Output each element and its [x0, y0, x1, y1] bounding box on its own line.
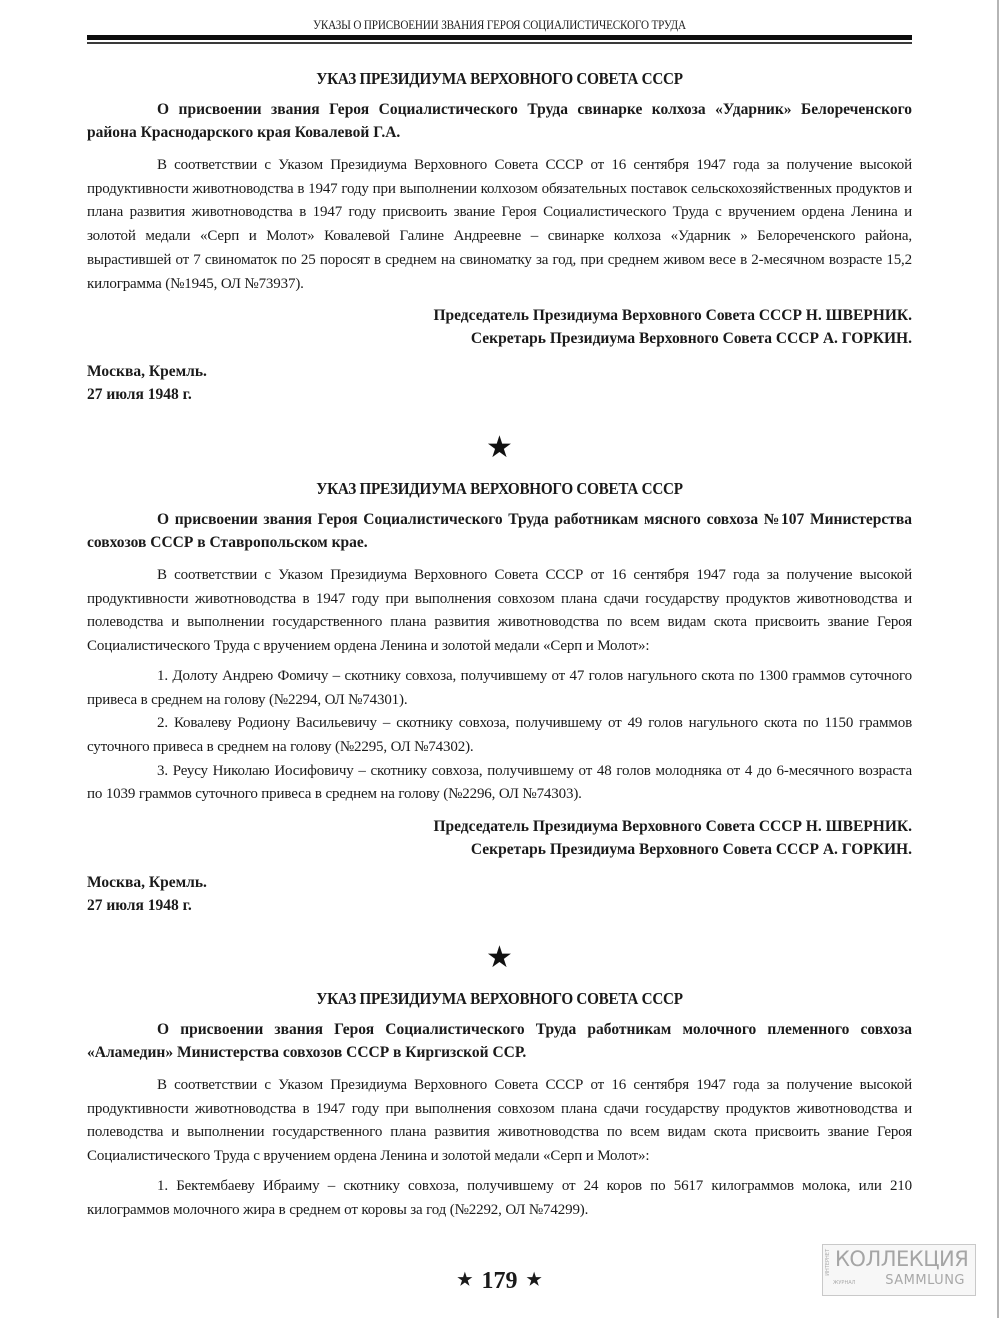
decree-subject: О присвоении звания Героя Социалистического Труда работникам мясного совхоза №107 Министерства совхозов СССР в Ставропольском крае.: [87, 511, 912, 551]
watermark-side-text: ИНТЕРНЕТ: [825, 1249, 831, 1276]
decree-body: В соответствии с Указом Президиума Верховного Совета СССР от 16 сентября 1947 года за получение высокой продуктивности животноводства в 1947 году при выполнения совхозом плана сдачи государству продуктов животноводства и полеводства и выполнении государственного плана развития животноводства по всем видам скота присвоить звание Героя Социалистического Труда с вручением ордена Ленина и золотой медали «Серп и Молот»:: [87, 567, 912, 655]
place: Москва, Кремль.: [87, 363, 207, 381]
star-icon: ★: [457, 1270, 473, 1289]
page-footer: [87, 1265, 912, 1296]
page-number: 179: [481, 1268, 518, 1294]
signatures: [87, 304, 912, 350]
place-date: [87, 360, 912, 406]
date: 27 июля 1948 г.: [87, 386, 192, 404]
watermark-logo: [822, 1244, 976, 1296]
decree-1: [87, 68, 912, 406]
decree-subject: О присвоении звания Героя Социалистического Труда работникам молочного племенного совхоза «Аламедин» Министерства совхозов СССР в Киргизской ССР.: [87, 1021, 912, 1061]
watermark-main-text: КОЛЛЕКЦИЯ: [835, 1247, 969, 1271]
signatures: [87, 815, 912, 861]
signature-secretary: Секретарь Президиума Верховного Совета СССР А. ГОРКИН.: [470, 330, 912, 348]
star-separator-icon: ★: [486, 941, 513, 974]
decree-title: УКАЗ ПРЕЗИДИУМА ВЕРХОВНОГО СОВЕТА СССР: [316, 69, 683, 88]
header-rule-thin: [87, 42, 912, 44]
decree-body: В соответствии с Указом Президиума Верховного Совета СССР от 16 сентября 1947 года за получение высокой продуктивности животноводства в 1947 году при выполнения совхозом плана сдачи государству продуктов животноводства и полеводства и выполнении государственного плана развития животноводства по всем видам скота присвоить звание Героя Социалистического Труда с вручением ордена Ленина и золотой медали «Серп и Молот»:: [87, 1077, 912, 1165]
place-date: [87, 871, 912, 917]
date: 27 июля 1948 г.: [87, 897, 192, 915]
decree-body: В соответствии с Указом Президиума Верховного Совета СССР от 16 сентября 1947 года за получение высокой продуктивности животноводства в 1947 году при выполнении колхозом обязательных поставок сельскохозяйственных продуктов и плана развития животноводства в 1947 году присвоить звание Героя Социалистического Труда с вручением ордена Ленина и золотой медали «Серп и Молот» Ковалевой Галине Андреевне – свинарке колхоза «Ударник » Белореченского района, вырастившей от 7 свиноматок по 25 поросят в среднем на свиноматку за год, при среднем живом весе в 2-месячном возрасте 15,2 килограмма (№1945, ОЛ №73937).: [87, 157, 912, 292]
watermark-journal-text: ЖУРНАЛ: [833, 1280, 856, 1286]
awardee-item: 1. Долоту Андрею Фомичу – скотнику совхоза, получившему от 47 голов нагульного скота по 1300 граммов суточного привеса в среднем на голову (№2294, ОЛ №74301).: [87, 667, 912, 708]
awardee-item: 3. Реусу Николаю Иосифовичу – скотнику совхоза, получившему от 48 голов молодняка от 4 до 6-месячного возраста по 1039 граммов суточного привеса в среднем на голову (№2296, ОЛ №74303).: [87, 762, 912, 803]
decree-title: УКАЗ ПРЕЗИДИУМА ВЕРХОВНОГО СОВЕТА СССР: [316, 479, 683, 498]
header-rule: [87, 35, 912, 44]
star-icon: ★: [526, 1270, 542, 1289]
watermark-sub-text: SAMMLUNG: [885, 1273, 965, 1288]
place: Москва, Кремль.: [87, 874, 207, 892]
decree-2: [87, 478, 912, 917]
decree-subject: О присвоении звания Героя Социалистического Труда свинарке колхоза «Ударник» Белореченского района Краснодарского края Ковалевой Г.А.: [87, 101, 912, 141]
decree-title: УКАЗ ПРЕЗИДИУМА ВЕРХОВНОГО СОВЕТА СССР: [316, 989, 683, 1008]
star-separator-icon: ★: [486, 431, 513, 464]
page-edge-border: [997, 0, 999, 1318]
awardee-item: 1. Бектембаеву Ибраиму – скотнику совхоза, получившему от 24 коров по 5617 килограммов молока, или 210 килограммов молочного жира в среднем от коровы за год (№2292, ОЛ №74299).: [87, 1177, 912, 1218]
signature-chairman: Председатель Президиума Верховного Совета СССР Н. ШВЕРНИК.: [433, 818, 912, 836]
signature-chairman: Председатель Президиума Верховного Совета СССР Н. ШВЕРНИК.: [433, 307, 912, 325]
running-head: УКАЗЫ О ПРИСВОЕНИИ ЗВАНИЯ ГЕРОЯ СОЦИАЛИСТИЧЕСКОГО ТРУДА: [313, 17, 686, 32]
decree-3: [87, 988, 912, 1222]
awardee-item: 2. Ковалеву Родиону Васильевичу – скотнику совхоза, получившему от 49 голов нагульного скота по 1150 граммов суточного привеса в среднем на голову (№2295, ОЛ №74302).: [87, 715, 912, 755]
signature-secretary: Секретарь Президиума Верховного Совета СССР А. ГОРКИН.: [470, 841, 912, 859]
